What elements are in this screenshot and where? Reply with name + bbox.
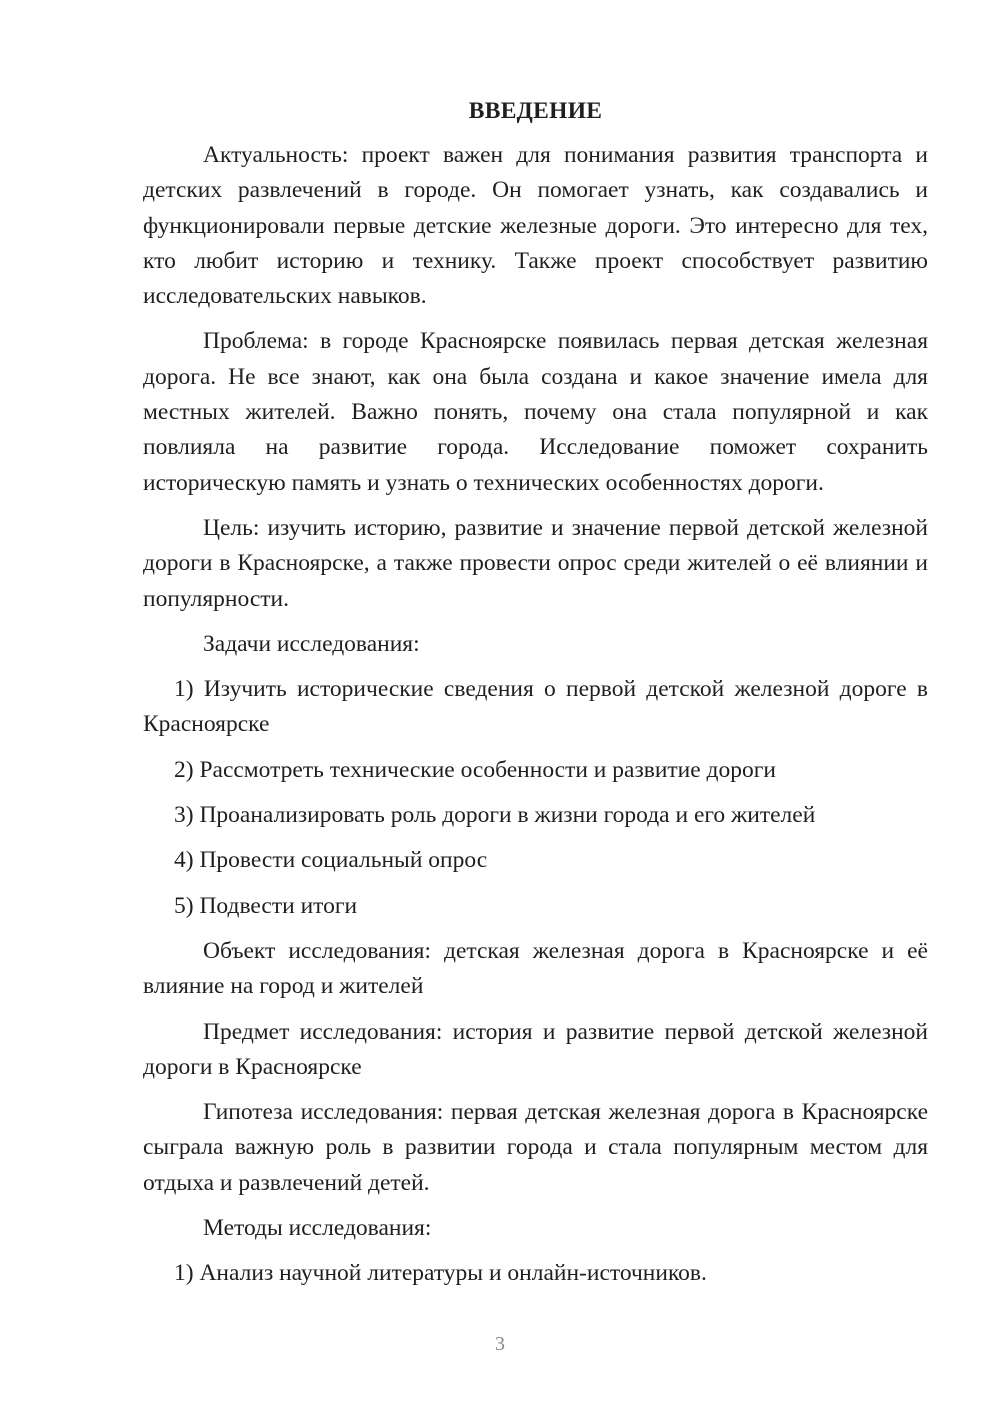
object-paragraph: Объект исследования: детская железная дорога в Красноярске и её влияние на город и жителей — [143, 937, 928, 1000]
hypothesis-paragraph: Гипотеза исследования: первая детская железная дорога в Красноярске сыграла важную роль в развитии города и стала популярным местом для отдыха и развлечений детей. — [143, 1099, 928, 1196]
page-number: 3 — [495, 1333, 505, 1355]
method-item-1: 1) Анализ научной литературы и онлайн-источников. — [174, 1260, 707, 1287]
document-page — [143, 96, 928, 1302]
subject-paragraph: Предмет исследования: история и развитие первой детской железной дороги в Красноярске — [143, 1018, 928, 1080]
relevance-paragraph: Актуальность: проект важен для понимания развития транспорта и детских развлечений в городе. Он помогает узнать, как создавались и функционировали первые детские железные дороги. Это интересно для тех, кто любит историю и технику. Также проект способствует развитию исследовательских навыков. — [143, 142, 928, 310]
goal-paragraph: Цель: изучить историю, развитие и значение первой детской железной дороги в Красноярске, а также провести опрос среди жителей о её влиянии и популярности. — [143, 514, 928, 612]
task-item-5: 5) Подвести итоги — [174, 892, 358, 919]
task-item-3: 3) Проанализировать роль дороги в жизни города и его жителей — [174, 802, 816, 829]
section-title: ВВЕДЕНИЕ — [468, 98, 603, 124]
methods-heading: Методы исследования: — [203, 1215, 432, 1242]
problem-paragraph: Проблема: в городе Красноярске появилась первая детская железная дорога. Не все знают, как она была создана и какое значение имела для местных жителей. Важно понять, почему она стала популярной и как повлияла на развитие города. Исследование поможет сохранить историческую память и узнать о технических особенностях дороги. — [143, 328, 928, 496]
tasks-heading: Задачи исследования: — [203, 630, 420, 657]
task-item-1: 1) Изучить исторические сведения о первой детской железной дороге в Красноярске — [143, 676, 928, 738]
task-item-2: 2) Рассмотреть технические особенности и развитие дороги — [174, 756, 776, 783]
task-item-4: 4) Провести социальный опрос — [174, 847, 488, 874]
